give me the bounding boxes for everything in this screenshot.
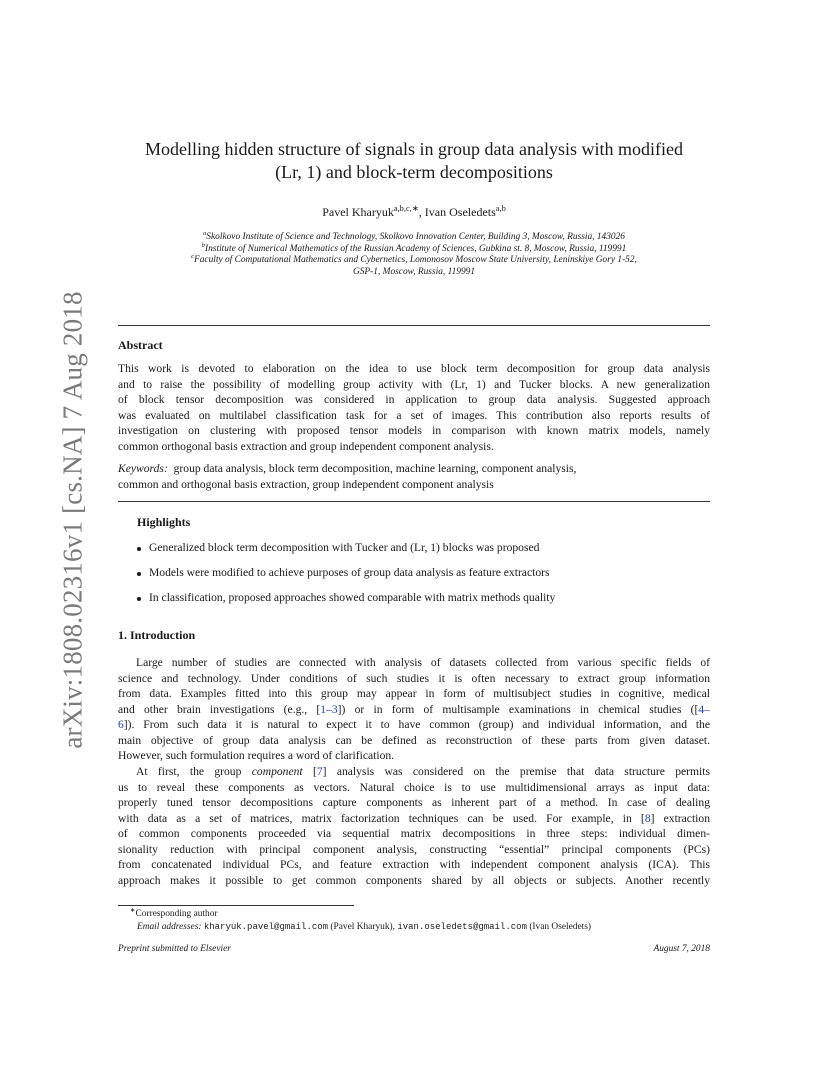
bullet-icon xyxy=(137,572,141,576)
author-name: Ivan Oseledets xyxy=(424,205,496,219)
author-name: Pavel Kharyuk xyxy=(322,205,394,219)
affiliation: $^c$Faculty of Computational Mathematics and Cybernetics, Lomonosov Moscow State University, Leninskiye Gory 1-52, xyxy=(191,253,637,266)
arxiv-identifier: arXiv:1808.02316v1 [cs.NA] 7 Aug 2018 xyxy=(57,291,88,749)
abstract-body: This work is devoted to elaboration on the idea to use block term decomposition for group data analysis and to raise the possibility of modelling group activity with (Lr, 1) and Tucker blocks. A new generalization of block tensor decomposition was considered in application to group data analysis. Suggested approach was evaluated on multilabel classification task for a set of images. This contribution also reports results of investigation on clustering with proposed tensor models in comparison with known matrix models, namely common orthogonal basis extraction and group independent component analysis. xyxy=(118,362,710,453)
citation-link[interactable]: 8 xyxy=(644,811,651,825)
divider xyxy=(118,501,710,502)
affiliations xyxy=(110,229,718,278)
footnote-rule xyxy=(118,905,354,906)
footer-date: August 7, 2018 xyxy=(653,944,710,954)
highlight-item: Generalized block term decomposition with Tucker and (Lr, 1) blocks was proposed xyxy=(137,541,697,557)
footnote: ∗Corresponding author Email addresses: kharyuk.pavel@gmail.com (Pavel Kharyuk), ivan.oseledets@gmail.com (Ivan Oseledets) xyxy=(130,906,592,932)
affiliation: $^b$Institute of Numerical Mathematics of the Russian Academy of Sciences, Gubkina st. 8, Moscow, Russia, 119991 xyxy=(201,241,627,254)
section-heading-introduction: 1. Introduction xyxy=(118,628,196,642)
citation-link[interactable]: 7 xyxy=(316,765,323,778)
intro-paragraph-2: At first, the group component [7] analysis was considered on the premise that data structure permits us to reveal these components as vectors. Natural choice is to use multidimensional arrays as input data: properly tuned tensor decompositions capture components as inherent part of a method. In case of dealing with data as a set of matrices, matrix factorization techniques can be used. For example, in [8] extraction of common components proceeded via sequential matrix decompositions in three steps: individual dimen- sionality reduction with principal component analysis, constructing “essential” principal components (PCs) from concatenated individual PCs, and feature extraction with independent component analysis (ICA). This approach makes it possible to get common components shared by all objects or subjects. Another recently xyxy=(118,765,710,887)
author-affil-mark: a,b,c,∗ xyxy=(393,204,419,213)
footer-preprint: Preprint submitted to Elsevier xyxy=(118,944,231,954)
citation-link[interactable]: 6 xyxy=(118,718,124,731)
email-link[interactable]: ivan.oseledets@gmail.com xyxy=(397,922,527,932)
highlight-item: In classification, proposed approaches showed comparable with matrix methods quality xyxy=(137,591,697,607)
highlights-heading: Highlights xyxy=(137,515,191,529)
paper-title: Modelling hidden structure of signals in group data analysis with modified (Lr, 1) and block-term decompositions xyxy=(145,139,683,182)
authors: Pavel Kharyuk$^{a,b,c,∗}$, Ivan Oseledets$^{a,b}$ xyxy=(322,204,506,219)
bullet-icon xyxy=(137,547,141,551)
email-link[interactable]: kharyuk.pavel@gmail.com xyxy=(203,922,329,932)
affiliation: GSP-1, Moscow, Russia, 119991 xyxy=(352,266,476,277)
bullet-icon xyxy=(137,597,141,601)
keywords: Keywords: group data analysis, block term decomposition, machine learning, component analysis, common and orthogonal basis extraction, group independent component analysis xyxy=(118,462,577,491)
keywords-label: Keywords: xyxy=(118,462,168,475)
intro-paragraph-1: Large number of studies are connected with analysis of datasets collected from various specific fields of science and technology. Under conditions of such studies it is often necessary to extract group information from data. Examples fitted into this group may appear in form of multisubject studies in cognitive, medical and other brain investigations (e.g., [1–3]) or in form of multisample examinations in chemical studies ([4– 6]). From such data it is natural to expect it to have common (group) and individual information, and the main objective of group data analysis can be defined as reconstruction of these parts from given dataset. However, such formulation requires a word of clarification. xyxy=(118,656,710,762)
author-affil-mark: a,b xyxy=(495,204,506,213)
abstract-heading: Abstract xyxy=(118,338,163,352)
citation-link[interactable]: 1–3 xyxy=(320,702,338,716)
divider xyxy=(118,325,710,326)
highlight-item: Models were modified to achieve purposes of group data analysis as feature extractors xyxy=(137,566,697,582)
affiliation: $^a$Skolkovo Institute of Science and Technology, Skolkovo Innovation Center, Building 3, Moscow, Russia, 143026 xyxy=(203,229,625,242)
citation-link[interactable]: 4– xyxy=(698,702,710,716)
